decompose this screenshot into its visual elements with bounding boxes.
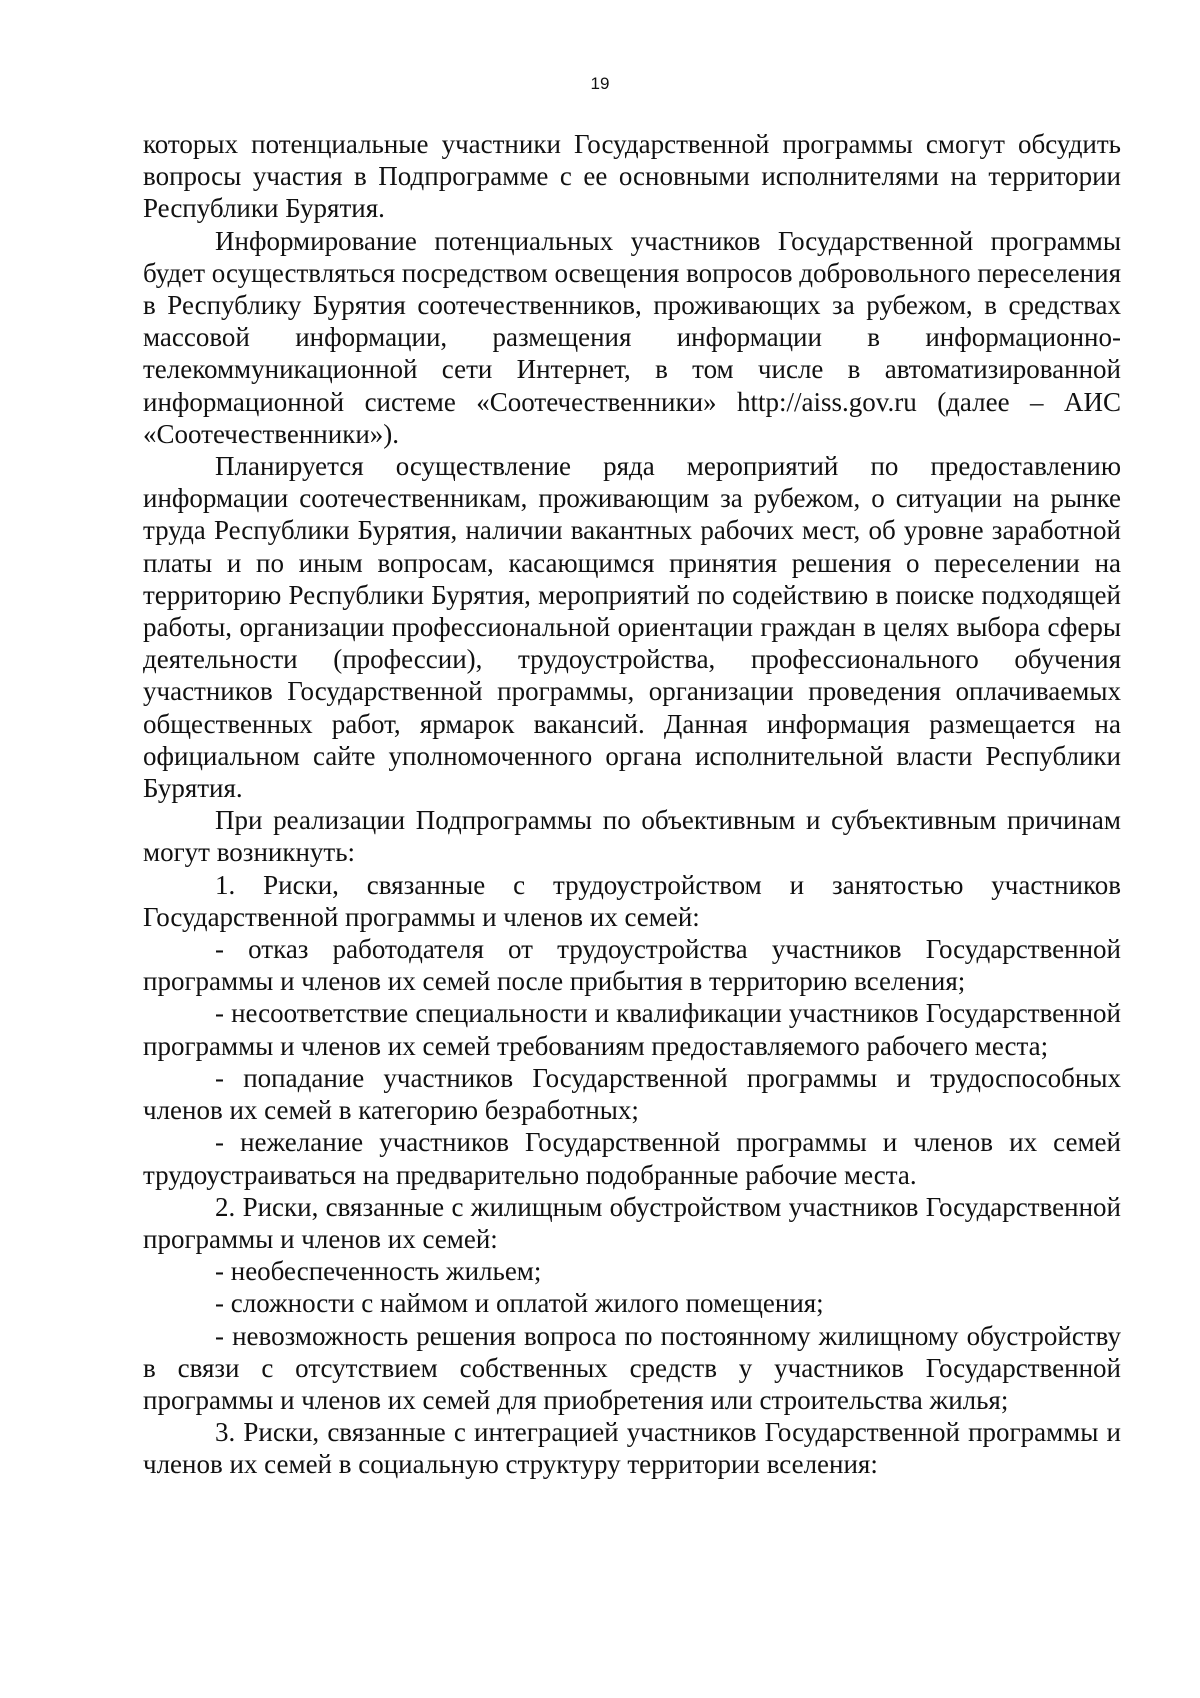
risk-heading: 2. Риски, связанные с жилищным обустройством участников Государственной программы и членов их семей: xyxy=(143,1191,1121,1254)
risk-item: - отказ работодателя от трудоустройства участников Государственной программы и членов их семей после прибытия в территорию вселения; xyxy=(143,934,1121,997)
paragraph: При реализации Подпрограммы по объективным и субъективным причинам могут возникнуть: xyxy=(143,805,1121,868)
risk-heading: 3. Риски, связанные с интеграцией участников Государственной программы и членов их семей в социальную структуру территории вселения: xyxy=(143,1417,1121,1480)
risk-item: - необеспеченность жильем; xyxy=(215,1256,542,1287)
document-body xyxy=(143,128,1121,1481)
paragraph: которых потенциальные участники Государственной программы смогут обсудить вопросы участия в Подпрограмме с ее основными исполнителями на территории Республики Бурятия. xyxy=(143,129,1121,224)
risk-item: - нежелание участников Государственной программы и членов их семей трудоустраиваться на предварительно подобранные рабочие места. xyxy=(143,1127,1121,1190)
risk-item: - невозможность решения вопроса по постоянному жилищному обустройству в связи с отсутствием собственных средств у участников Государственной программы и членов их семей для приобретения или строительства жилья; xyxy=(143,1320,1121,1415)
risk-heading: 1. Риски, связанные с трудоустройством и занятостью участников Государственной программы и членов их семей: xyxy=(143,869,1121,932)
risk-item: - попадание участников Государственной программы и трудоспособных членов их семей в категорию безработных; xyxy=(143,1062,1121,1126)
page-number: 19 xyxy=(590,74,610,93)
risk-item: - сложности с наймом и оплатой жилого помещения; xyxy=(215,1288,824,1319)
paragraph: Планируется осуществление ряда мероприятий по предоставлению информации соотечественникам, проживающим за рубежом, о ситуации на рынке труда Республики Бурятия, наличии вакантных рабочих мест, об уровне заработной платы и по иным вопросам, касающимся принятия решения о переселении на территорию Республики Бурятия, мероприятий по содействию в поиске подходящей работы, организации профессиональной ориентации граждан в целях выбора сферы деятельности (профессии), трудоустройства, профессионального обучения участников Государственной программы, организации проведения оплачиваемых общественных работ, ярмарок вакансий. Данная информация размещается на официальном сайте уполномоченного органа исполнительной власти Республики Бурятия. xyxy=(143,451,1121,804)
risk-item: - несоответствие специальности и квалификации участников Государственной программы и членов их семей требованиям предоставляемого рабочего места; xyxy=(143,998,1121,1061)
paragraph: Информирование потенциальных участников Государственной программы будет осуществляться посредством освещения вопросов добровольного переселения в Республику Бурятия соотечественников, проживающих за рубежом, в средствах массовой информации, размещения информации в информационно-телекоммуникационной сети Интернет, в том числе в автоматизированной информационной системе «Соотечественники» http://aiss.gov.ru (далее – АИС «Соотечественники»). xyxy=(143,225,1121,449)
